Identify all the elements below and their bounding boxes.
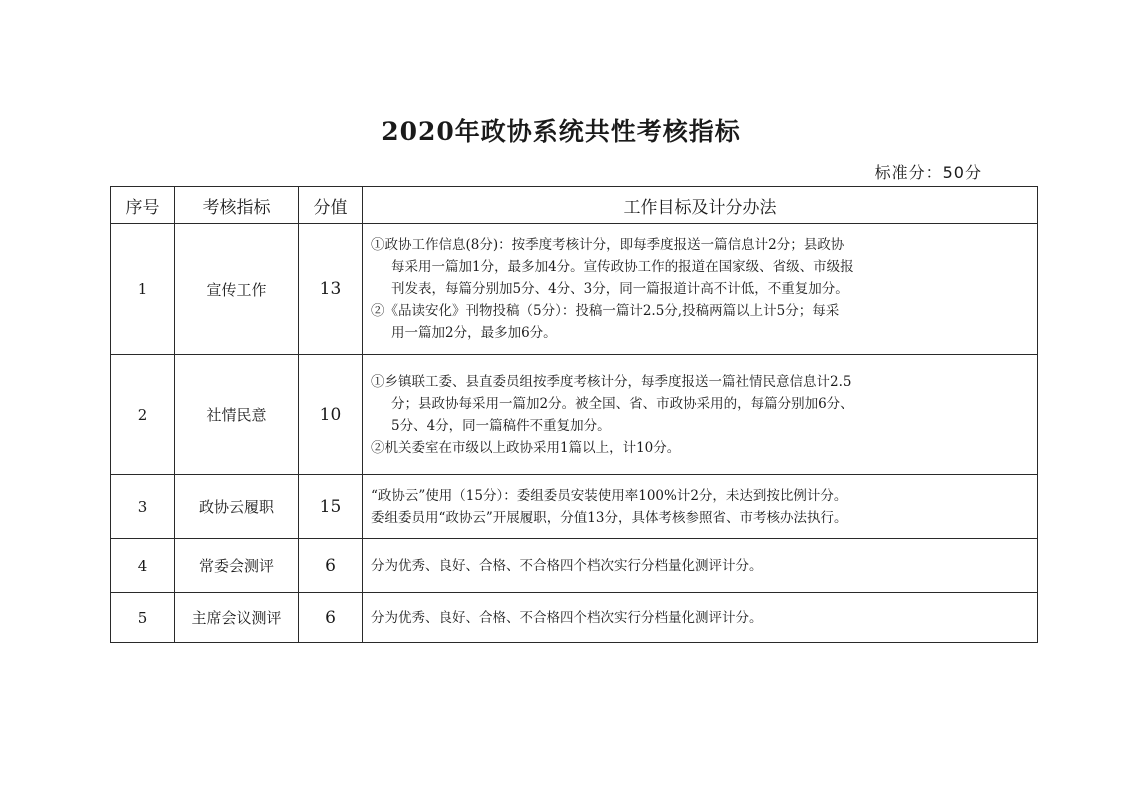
row-score: 6 [299,539,363,593]
table-header-row [111,187,1038,224]
method-line: ②机关委室在市级以上政协采用1篇以上，计10分。 [371,439,681,456]
method-line: ①乡镇联工委、县直委员组按季度考核计分，每季度报送一篇社情民意信息计2.5 [371,373,852,390]
table-row [111,593,1038,643]
row-score: 6 [299,593,363,643]
row-indicator: 社情民意 [175,355,299,475]
row-score: 13 [299,224,363,355]
header-method: 工作目标及计分办法 [363,187,1038,224]
row-method [363,355,1038,475]
header-indicator: 考核指标 [175,187,299,224]
method-line: 5分、4分，同一篇稿件不重复加分。 [391,417,611,434]
method-line: “政协云”使用（15分）：委组委员安装使用率100%计2分，未达到按比例计分。 [371,487,848,504]
header-score: 分值 [299,187,363,224]
header-seq: 序号 [111,187,175,224]
row-seq: 1 [111,224,175,355]
method-line: ①政协工作信息(8分)：按季度考核计分，即每季度报送一篇信息计2分；县政协 [371,237,845,253]
row-indicator: 常委会测评 [175,539,299,593]
row-indicator: 主席会议测评 [175,593,299,643]
method-line: 刊发表，每篇分别加5分、4分、3分，同一篇报道计高不计低，不重复加分。 [391,281,849,297]
row-seq: 2 [111,355,175,475]
method-line: 委组委员用“政协云”开展履职，分值13分，具体考核参照省、市考核办法执行。 [371,509,848,526]
table-row [111,539,1038,593]
method-line: 分；县政协每采用一篇加2分。被全国、省、市政协采用的，每篇分别加6分、 [391,395,854,412]
row-method [363,475,1038,539]
row-seq: 4 [111,539,175,593]
row-score: 10 [299,355,363,475]
table-row [111,475,1038,539]
method-line: 分为优秀、良好、合格、不合格四个档次实行分档量化测评计分。 [371,557,763,574]
assessment-table [110,186,1038,643]
row-seq: 5 [111,593,175,643]
row-method [363,593,1038,643]
standard-score: 标准分：50分 [874,163,982,182]
row-method [363,224,1038,355]
table-row [111,355,1038,475]
row-indicator: 宣传工作 [175,224,299,355]
method-line: ②《品读安化》刊物投稿（5分）：投稿一篇计2.5分,投稿两篇以上计5分；每采 [371,303,840,319]
method-line: 每采用一篇加1分，最多加4分。宣传政协工作的报道在国家级、省级、市级报 [391,259,854,275]
row-method [363,539,1038,593]
document-title: 2020年政协系统共性考核指标 [381,117,741,146]
table-row [111,224,1038,355]
row-score: 15 [299,475,363,539]
method-line: 用一篇加2分，最多加6分。 [391,325,557,341]
row-seq: 3 [111,475,175,539]
row-indicator: 政协云履职 [175,475,299,539]
method-line: 分为优秀、良好、合格、不合格四个档次实行分档量化测评计分。 [371,609,763,626]
